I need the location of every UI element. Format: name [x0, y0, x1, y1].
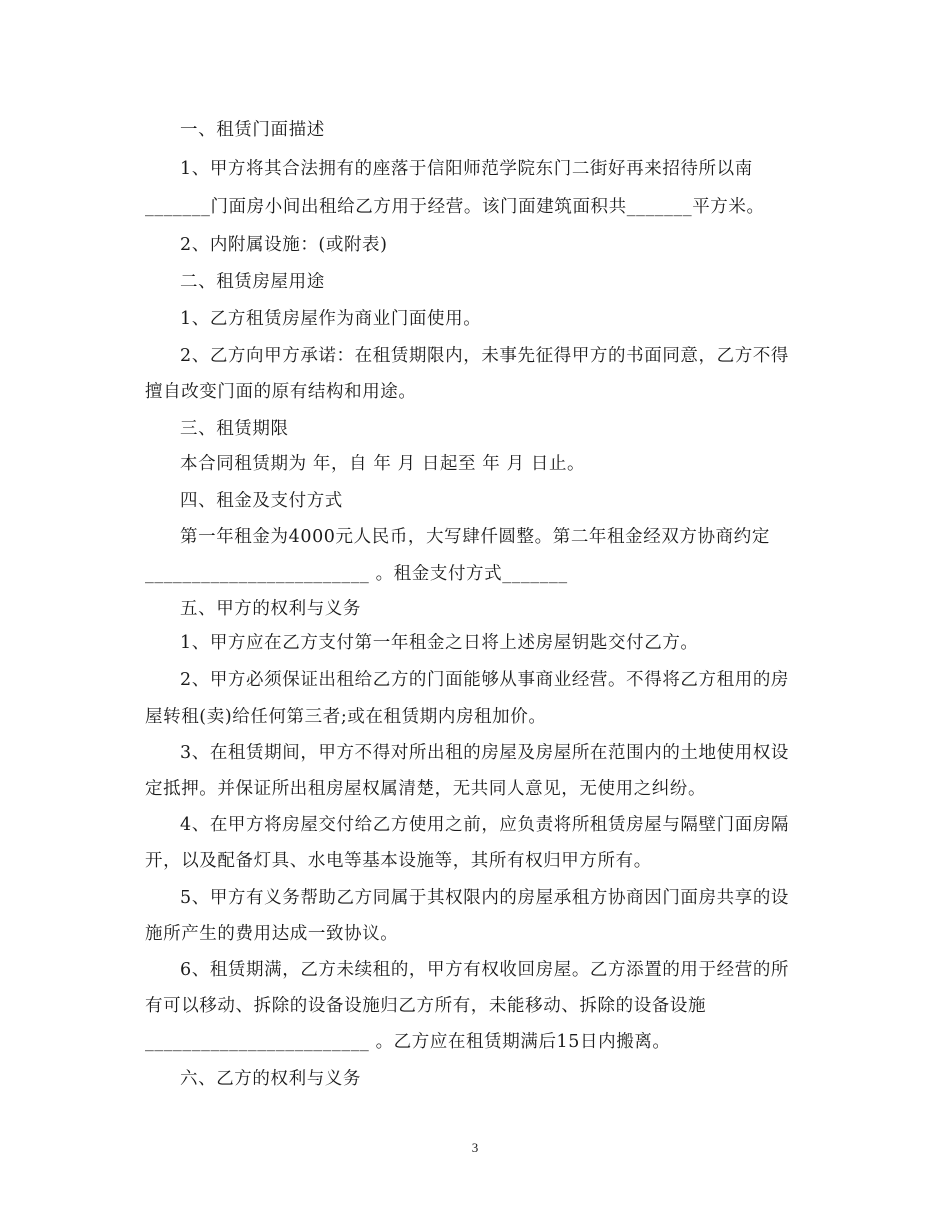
paragraph-line: 屋转租(卖)给任何第三者;或在租赁期内房租加价。: [145, 707, 547, 727]
page-number: 3: [471, 1140, 479, 1155]
paragraph-line: 2、甲方必须保证出租给乙方的门面能够从事商业经营。不得将乙方租用的房: [180, 670, 790, 690]
paragraph-line: 开，以及配备灯具、水电等基本设施等，其所有权归甲方所有。: [145, 851, 652, 871]
paragraph-line: ________________________ 。租金支付方式_______: [145, 564, 568, 584]
paragraph-line: 本合同租赁期为 年，自 年 月 日起至 年 月 日止。: [180, 454, 586, 474]
paragraph-line: 第一年租金为4000元人民币，大写肆仟圆整。第二年租金经双方协商约定: [180, 527, 770, 547]
paragraph-line: 6、租赁期满，乙方未续租的，甲方有权收回房屋。乙方添置的用于经营的所: [180, 960, 790, 980]
section-heading: 六、乙方的权利与义务: [180, 1069, 361, 1089]
paragraph-line: _______门面房小间出租给乙方用于经营。该门面建筑面积共_______平方米。: [145, 197, 765, 217]
section-heading: 五、甲方的权利与义务: [180, 599, 361, 619]
paragraph-line: 3、在租赁期间，甲方不得对所出租的房屋及房屋所在范围内的土地使用权设: [180, 743, 790, 763]
paragraph-line: 擅自改变门面的原有结构和用途。: [145, 382, 417, 402]
paragraph-line: ________________________ 。乙方应在租赁期满后15日内搬离。: [145, 1032, 671, 1052]
paragraph-line: 1、甲方将其合法拥有的座落于信阳师范学院东门二街好再来招待所以南: [180, 159, 753, 179]
paragraph-line: 4、在甲方将房屋交付给乙方使用之前，应负责将所租赁房屋与隔壁门面房隔: [180, 815, 790, 835]
paragraph-line: 定抵押。并保证所出租房屋权属清楚，无共同人意见，无使用之纠纷。: [145, 779, 707, 799]
section-heading: 二、租赁房屋用途: [180, 272, 325, 292]
section-heading: 一、租赁门面描述: [180, 120, 325, 140]
paragraph-line: 5、甲方有义务帮助乙方同属于其权限内的房屋承租方协商因门面房共享的设: [180, 888, 790, 908]
section-heading: 四、租金及支付方式: [180, 491, 343, 511]
paragraph-line: 2、内附属设施：(或附表): [180, 235, 388, 255]
paragraph-line: 施所产生的费用达成一致协议。: [145, 924, 399, 944]
paragraph-line: 1、甲方应在乙方支付第一年租金之日将上述房屋钥匙交付乙方。: [180, 633, 699, 653]
section-heading: 三、租赁期限: [180, 419, 289, 439]
paragraph-line: 有可以移动、拆除的设备设施归乙方所有，未能移动、拆除的设备设施: [145, 996, 707, 1016]
paragraph-line: 2、乙方向甲方承诺：在租赁期限内，未事先征得甲方的书面同意，乙方不得: [180, 346, 790, 366]
paragraph-line: 1、乙方租赁房屋作为商业门面使用。: [180, 309, 482, 329]
